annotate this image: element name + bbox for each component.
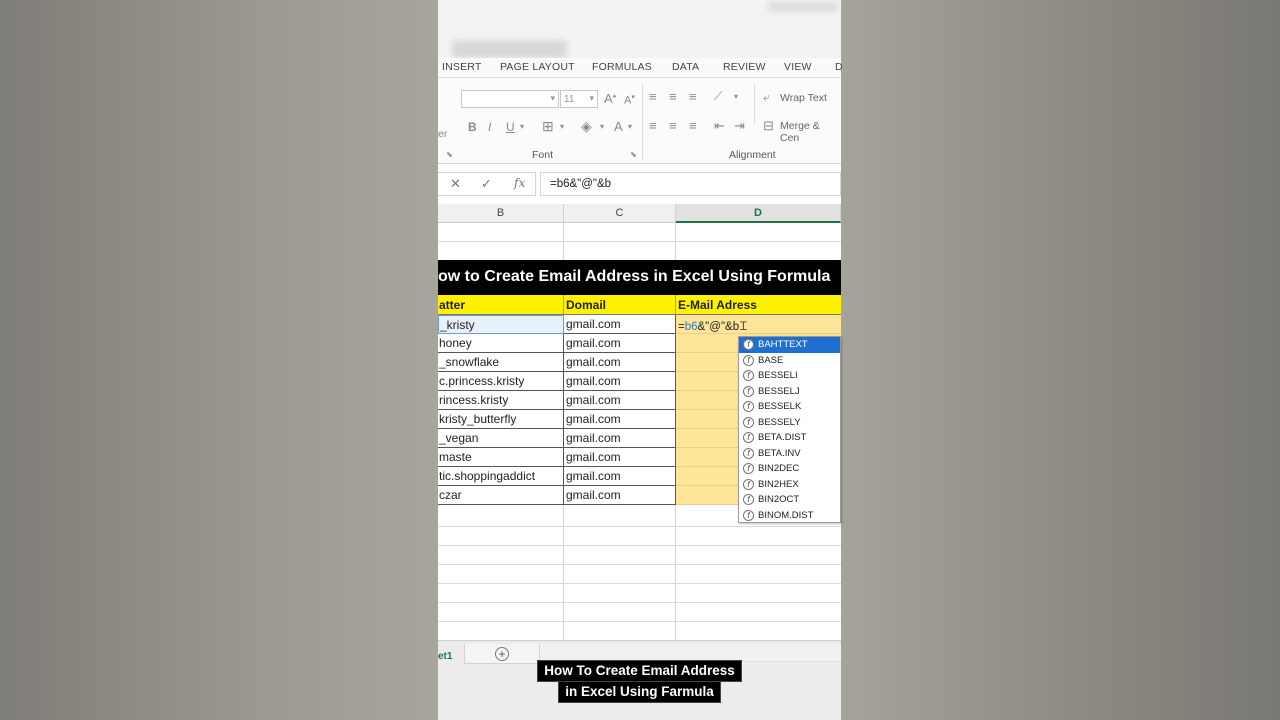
- autocomplete-item-label: BETA.INV: [758, 447, 801, 459]
- align-bottom-icon[interactable]: ≡: [689, 89, 697, 104]
- cell-b-row3[interactable]: _snowflake: [438, 353, 564, 372]
- shrink-font-label: A: [624, 94, 632, 107]
- autocomplete-item-label: BESSELY: [758, 416, 801, 428]
- formula-bar-buttons: [438, 172, 536, 196]
- bold-button[interactable]: B: [468, 120, 477, 134]
- dialog-launcher-icon[interactable]: ⬊: [630, 150, 637, 159]
- function-icon: f: [743, 401, 754, 412]
- gridline: [438, 526, 841, 527]
- cell-c-row6[interactable]: gmail.com: [564, 410, 676, 429]
- borders-icon[interactable]: ⊞: [542, 118, 554, 134]
- down-arrow-icon: ▾: [631, 94, 635, 101]
- title-bar: [438, 0, 841, 58]
- insert-function-icon[interactable]: fx: [514, 176, 526, 190]
- autocomplete-item-label: BINOM.DIST: [758, 509, 814, 521]
- chevron-down-icon: ▾: [550, 93, 555, 103]
- ribbon-tabs: [438, 58, 841, 78]
- function-autocomplete-list: [738, 336, 841, 523]
- background-right: [841, 0, 1280, 720]
- tab-view[interactable]: VIEW: [784, 61, 812, 73]
- font-size-value: 11: [564, 94, 575, 105]
- autocomplete-item-label: BESSELI: [758, 370, 798, 381]
- formula-cell-reference: b6: [684, 321, 698, 333]
- group-label-font: Font: [532, 149, 554, 161]
- chevron-down-icon[interactable]: ▾: [520, 122, 525, 131]
- cell-b-row10[interactable]: czar: [438, 486, 564, 505]
- autocomplete-item[interactable]: [739, 353, 840, 369]
- gridline: [438, 621, 841, 622]
- video-frame: [438, 0, 841, 720]
- gridline: [438, 583, 841, 584]
- dialog-launcher-icon[interactable]: ⬊: [446, 150, 453, 159]
- header-cell-b[interactable]: atter: [438, 295, 564, 315]
- font-name-select[interactable]: [461, 90, 559, 108]
- align-top-icon[interactable]: ≡: [649, 89, 657, 104]
- align-left-icon[interactable]: ≡: [649, 118, 657, 133]
- function-icon: f: [743, 417, 754, 428]
- autocomplete-item-label: BETA.DIST: [758, 432, 807, 443]
- autocomplete-item[interactable]: [739, 384, 840, 400]
- grow-font-button[interactable]: [604, 91, 616, 106]
- function-icon: f: [743, 479, 754, 490]
- tab-insert[interactable]: INSERT: [442, 61, 482, 73]
- function-icon: f: [743, 386, 754, 397]
- column-header-d[interactable]: D: [676, 204, 841, 223]
- autocomplete-item[interactable]: [739, 492, 840, 508]
- autocomplete-item[interactable]: [739, 477, 840, 493]
- function-icon: f: [743, 339, 754, 350]
- function-icon: f: [743, 463, 754, 474]
- video-caption: [438, 660, 841, 703]
- cell-c-row9[interactable]: gmail.com: [564, 467, 676, 486]
- shrink-font-button[interactable]: [624, 93, 635, 107]
- merge-center-icon: ⊟: [763, 118, 774, 133]
- column-header-b[interactable]: B: [438, 204, 564, 223]
- italic-button[interactable]: I: [488, 120, 492, 134]
- cell-b-row9[interactable]: tic.shoppingaddict: [438, 467, 564, 486]
- align-middle-icon[interactable]: ≡: [669, 89, 677, 104]
- group-separator: [754, 84, 755, 124]
- chevron-down-icon: ▾: [589, 93, 594, 103]
- ibeam-cursor-icon: Ɪ: [740, 319, 747, 333]
- tab-review[interactable]: REVIEW: [723, 61, 766, 73]
- header-cell-d[interactable]: E-Mail Adress: [676, 295, 841, 315]
- autocomplete-item[interactable]: [739, 368, 840, 384]
- wrap-text-icon: ⤶: [763, 90, 770, 104]
- blurred-window-controls: [768, 2, 838, 12]
- tab-data[interactable]: DATA: [672, 61, 700, 73]
- sheet-tab-sheet1[interactable]: et1: [438, 651, 453, 662]
- tab-developer[interactable]: D: [835, 61, 843, 73]
- function-icon: f: [743, 510, 754, 521]
- cell-c-row4[interactable]: gmail.com: [564, 372, 676, 391]
- cell-b-row4[interactable]: c.princess.kristy: [438, 372, 564, 391]
- autocomplete-item[interactable]: [739, 461, 840, 477]
- font-color-button[interactable]: A: [614, 119, 623, 134]
- autocomplete-item[interactable]: [739, 508, 840, 524]
- align-right-icon[interactable]: ≡: [689, 118, 697, 133]
- autocomplete-item[interactable]: [739, 415, 840, 431]
- merge-center-button[interactable]: Merge & Cen: [780, 120, 820, 144]
- caption-line-2: in Excel Using Farmula: [558, 681, 721, 703]
- cell-c-row7[interactable]: gmail.com: [564, 429, 676, 448]
- formula-bar: [438, 172, 841, 196]
- cell-c-row3[interactable]: gmail.com: [564, 353, 676, 372]
- chevron-down-icon[interactable]: ▾: [628, 122, 633, 131]
- font-size-select[interactable]: [560, 90, 598, 108]
- column-header-c[interactable]: C: [564, 204, 676, 223]
- wrap-text-button[interactable]: Wrap Text: [780, 92, 827, 104]
- gridline: [438, 241, 841, 242]
- cell-c-row2[interactable]: gmail.com: [564, 334, 676, 353]
- function-icon: f: [743, 370, 754, 381]
- caption-line-1: How To Create Email Address: [537, 660, 742, 682]
- header-cell-c[interactable]: Domail: [564, 295, 676, 315]
- cell-b-row8[interactable]: maste: [438, 448, 564, 467]
- autocomplete-item[interactable]: [739, 399, 840, 415]
- gridline: [438, 545, 841, 546]
- autocomplete-item-label: BIN2OCT: [758, 494, 800, 505]
- autocomplete-item-label: BIN2DEC: [758, 463, 800, 474]
- group-label-alignment: Alignment: [729, 149, 776, 161]
- ribbon-home: [438, 78, 841, 164]
- tab-formulas[interactable]: FORMULAS: [592, 61, 652, 73]
- gridline: [438, 602, 841, 603]
- cell-b-row7[interactable]: _vegan: [438, 429, 564, 448]
- cell-c-row1[interactable]: gmail.com: [564, 315, 676, 334]
- cell-b-row6[interactable]: kristy_butterfly: [438, 410, 564, 429]
- orientation-icon[interactable]: ⟋: [714, 89, 723, 103]
- autocomplete-item-label: BASE: [758, 354, 784, 366]
- chevron-down-icon[interactable]: ▾: [600, 122, 605, 131]
- formula-input[interactable]: =b6&"@"&b: [540, 172, 841, 196]
- formula-rest: &"@"&b: [697, 321, 740, 333]
- autocomplete-item[interactable]: [739, 337, 840, 353]
- autocomplete-item-label: BAHTTEXT: [758, 339, 808, 350]
- cell-b-row5[interactable]: rincess.kristy: [438, 391, 564, 410]
- background-left: [0, 0, 438, 720]
- function-icon: f: [743, 355, 754, 366]
- clipboard-label-fragment: er: [438, 128, 448, 140]
- autocomplete-item-label: BESSELK: [758, 401, 802, 412]
- autocomplete-item-label: BESSELJ: [758, 385, 800, 397]
- autocomplete-item[interactable]: [739, 446, 840, 462]
- up-arrow-icon: ▴: [612, 92, 617, 100]
- autocomplete-item-label: BIN2HEX: [758, 478, 799, 490]
- grow-font-label: A: [604, 91, 613, 106]
- cell-d-row1-editing[interactable]: [676, 315, 841, 334]
- cell-c-row8[interactable]: gmail.com: [564, 448, 676, 467]
- tab-page-layout[interactable]: PAGE LAYOUT: [500, 61, 575, 73]
- blurred-file-tab: [452, 40, 567, 58]
- fill-color-icon[interactable]: ◈: [581, 118, 592, 134]
- function-icon: f: [743, 494, 754, 505]
- autocomplete-item[interactable]: [739, 430, 840, 446]
- group-separator: [642, 84, 643, 160]
- align-center-icon[interactable]: ≡: [669, 118, 677, 133]
- function-icon: f: [743, 448, 754, 459]
- cell-c-row10[interactable]: gmail.com: [564, 486, 676, 505]
- cancel-icon[interactable]: ✕: [450, 176, 461, 191]
- decrease-indent-icon[interactable]: ⇤: [714, 118, 725, 133]
- sheet-title-banner[interactable]: ow to Create Email Address in Excel Using Formula: [438, 260, 841, 295]
- cell-b-row2[interactable]: honey: [438, 334, 564, 353]
- underline-button[interactable]: U: [506, 120, 515, 134]
- cell-c-row5[interactable]: gmail.com: [564, 391, 676, 410]
- gridline: [438, 564, 841, 565]
- chevron-down-icon[interactable]: ▾: [560, 122, 565, 131]
- chevron-down-icon[interactable]: ▾: [734, 92, 739, 101]
- formula-prefix: =: [678, 321, 685, 333]
- plus-icon: +: [495, 647, 509, 661]
- cell-b-row1[interactable]: _kristy: [438, 315, 564, 334]
- enter-icon[interactable]: ✓: [481, 176, 492, 191]
- increase-indent-icon[interactable]: ⇥: [734, 118, 745, 133]
- function-icon: f: [743, 432, 754, 443]
